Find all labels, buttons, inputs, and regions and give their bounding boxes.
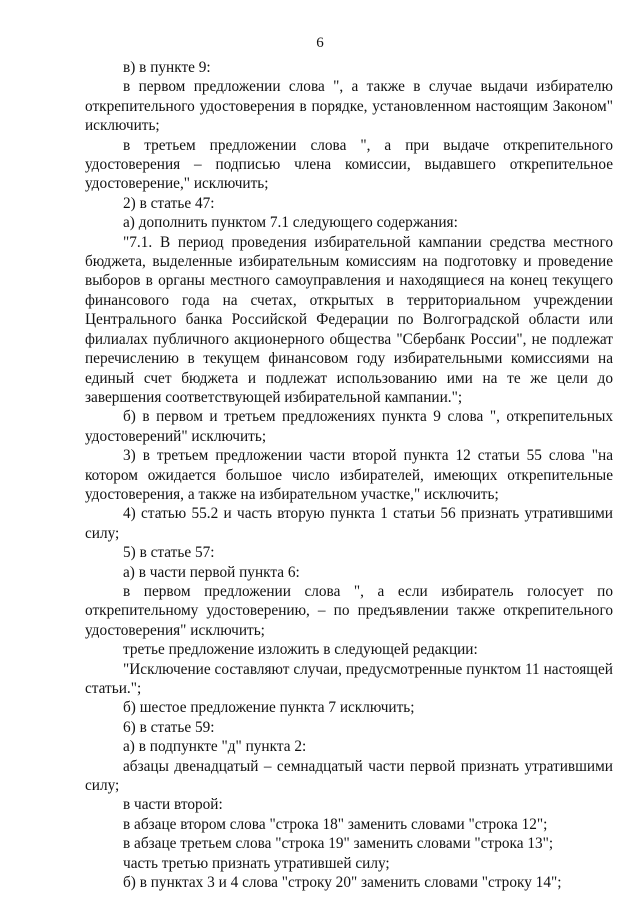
- paragraph: 6) в статье 59:: [123, 718, 215, 736]
- paragraph: б) в пунктах 3 и 4 слова "строку 20" заменить словами "строку 14";: [123, 874, 562, 892]
- paragraph: а) в части первой пункта 6:: [123, 563, 300, 581]
- paragraph: а) в подпункте "д" пункта 2:: [123, 738, 307, 756]
- paragraph: а) дополнить пунктом 7.1 следующего содержания:: [123, 214, 458, 232]
- paragraph: б) в первом и третьем предложениях пункта 9 слова ", открепительных удостоверений" исключить;: [85, 408, 613, 445]
- paragraph: "Исключение составляют случаи, предусмотренные пунктом 11 настоящей статьи.";: [85, 660, 613, 697]
- paragraph: третье предложение изложить в следующей редакции:: [123, 641, 478, 659]
- paragraph: в первом предложении слова ", а если избиратель голосует по открепительному удостоверению, – по предъявлении также открепительного удостоверения" исключить;: [85, 582, 613, 639]
- page-number: 6: [316, 35, 324, 51]
- paragraph: 3) в третьем предложении части второй пункта 12 статьи 55 слова "на котором ожидается большое число избирателей, имеющих открепительные удостоверения, а также на избирательном участке," исключить;: [85, 447, 613, 503]
- paragraph: часть третью признать утратившей силу;: [123, 854, 390, 872]
- paragraph: 4) статью 55.2 и часть вторую пункта 1 статьи 56 признать утратившими силу;: [85, 505, 613, 542]
- paragraph: в абзаце третьем слова "строка 19" заменить словами "строка 13";: [123, 835, 554, 853]
- paragraph: 5) в статье 57:: [123, 544, 215, 562]
- paragraph: б) шестое предложение пункта 7 исключить;: [123, 699, 415, 717]
- paragraph: 2) в статье 47:: [123, 194, 215, 212]
- paragraph: в третьем предложении слова ", а при выдаче открепительного удостоверения – подписью члена комиссии, выдавшего открепительное удостоверение," исключить;: [85, 136, 613, 193]
- paragraph: в абзаце втором слова "строка 18" заменить словами "строка 12";: [123, 815, 548, 833]
- paragraph: "7.1. В период проведения избирательной кампании средства местного бюджета, выделенные избирательным комиссиям на подготовку и проведение выборов в органы местного самоуправления и находящиеся на конец текущего финансового года на счетах, открытых в территориальном учреждении Центрального банка Российской Федерации по Волгоградской области или филиалах публичного акционерного общества "Сбербанк России", не подлежат перечислению в текущем финансовом году избирательными комиссиями на единый счет бюджета и подлежат использованию ими на те же цели до завершения соответствующей избирательной кампании.";: [85, 233, 613, 406]
- document-body: [85, 58, 613, 892]
- paragraph: абзацы двенадцатый – семнадцатый части первой признать утратившими силу;: [85, 757, 613, 795]
- paragraph: в части второй:: [123, 796, 223, 814]
- paragraph: в) в пункте 9:: [123, 59, 211, 76]
- paragraph: в первом предложении слова ", а также в случае выдачи избирателю открепительного удостоверения в порядке, установленном настоящим Законом" исключить;: [85, 78, 613, 135]
